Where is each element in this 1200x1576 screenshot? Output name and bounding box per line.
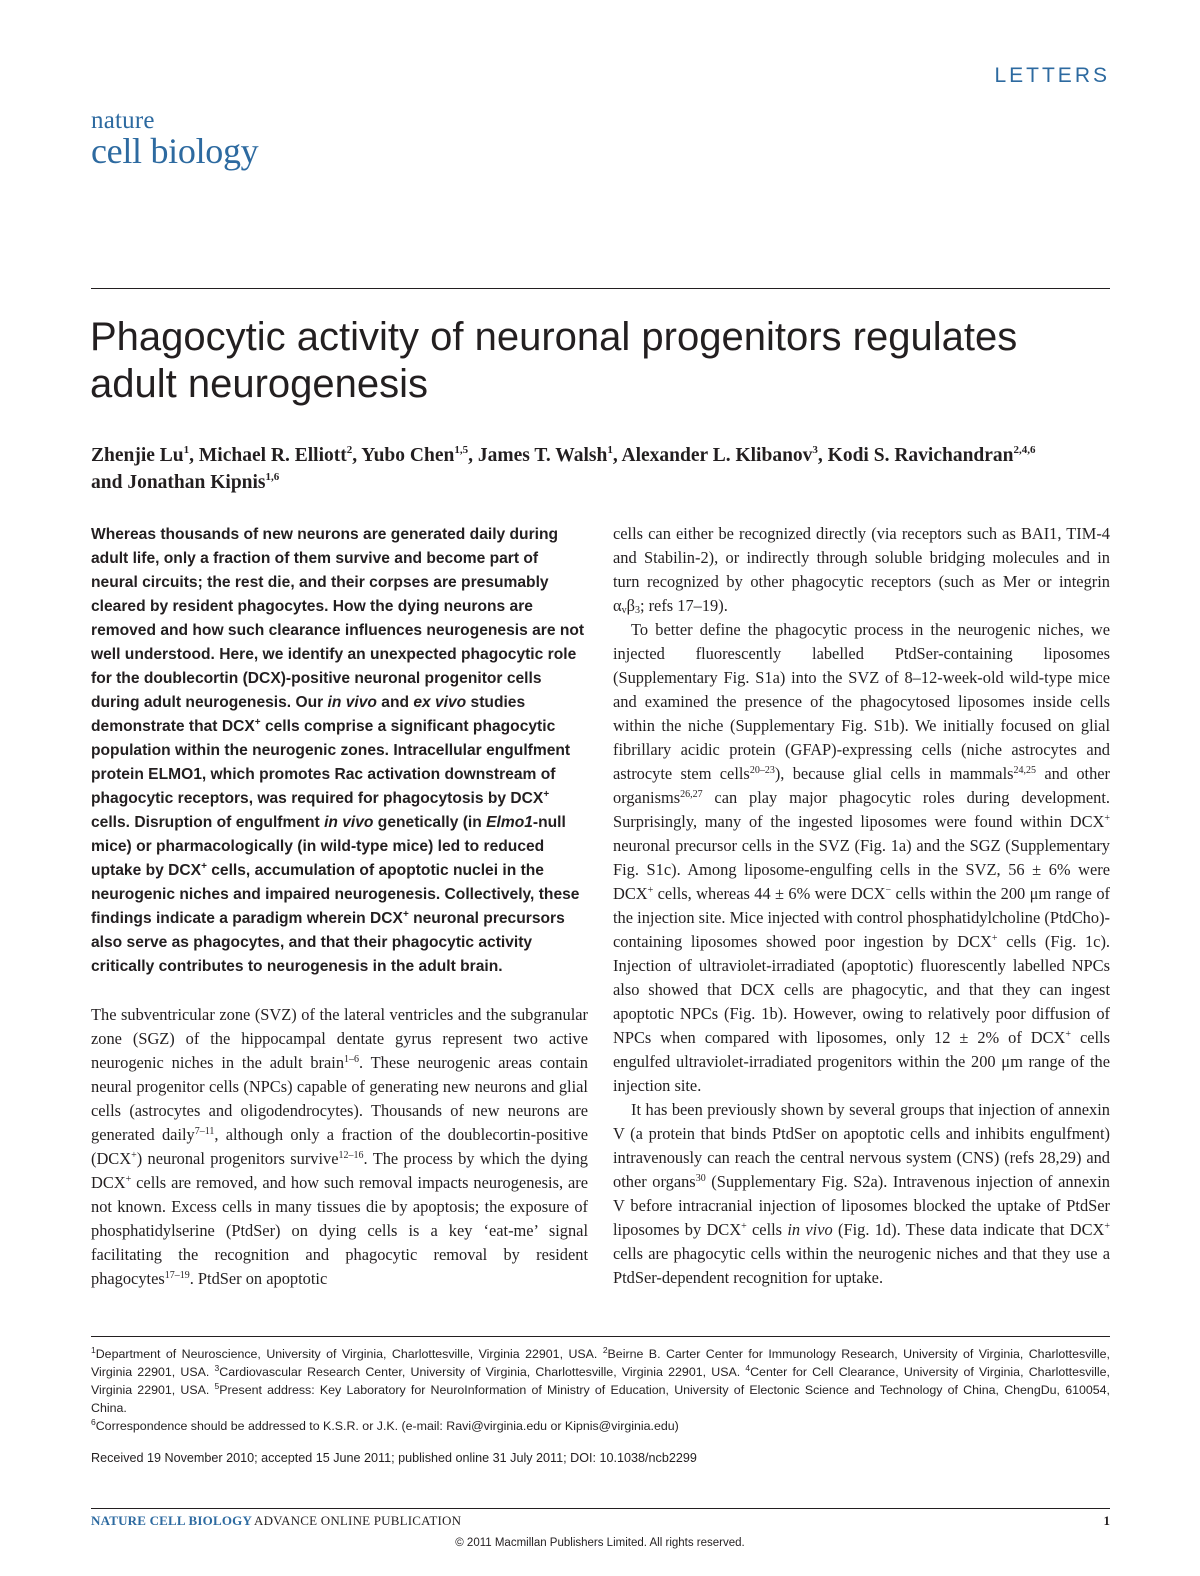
footer-publication: ADVANCE ONLINE PUBLICATION <box>254 1513 462 1528</box>
received-dates: Received 19 November 2010; accepted 15 June 2011; published online 31 July 2011; DOI: 10.1038/ncb2299 <box>91 1451 697 1465</box>
citation: 17–19 <box>164 1270 190 1281</box>
copyright: © 2011 Macmillan Publishers Limited. All rights reserved. <box>455 1537 745 1549</box>
citation: 1–6 <box>344 1054 360 1065</box>
journal-logo-line1: nature <box>91 107 155 134</box>
citation: 24,25 <box>1013 765 1037 776</box>
footer-journal: NATURE CELL BIOLOGY <box>91 1513 253 1528</box>
author: Kodi S. Ravichandran <box>827 445 1014 466</box>
author-affiliation: 1,6 <box>265 471 280 483</box>
footer-rule <box>91 1508 1110 1509</box>
body-paragraph: It has been previously shown by several groups that injection of annexin V (a protein that binds PtdSer on apoptotic cells and inhibits engulfment) intravenously can reach the central nervous system (CNS) (refs 28,29) and other organs$^{30}$ (Supplementary Fig. S2a). Intravenous injection of annexin V before intracranial injection of liposomes blocked the uptake of PtdSer liposomes by DCX+ cells in vivo (Fig. 1d). These data indicate that DCX+ cells are phagocytic cells within the neurogenic niches and that they use a PtdSer-dependent recognition for uptake. <box>613 1100 1111 1287</box>
author-affiliation: 1,5 <box>454 444 469 456</box>
affiliations: $^1$Department of Neuroscience, University of Virginia, Charlottesville, Virginia 22901, USA. $^2$Beirne B. Carter Center for Immunology Research, University of Virginia, Charlottesville, Virginia 22901, USA. $^3$Cardiovascular Research Center, University of Virginia, Charlottesville, Virginia 22901, USA. $^4$Center for Cell Clearance, University of Virginia, Charlottesville, Virginia 22901, USA. $^5$Present address: Key Laboratory for NeuroInformation of Ministry of Education, University of Electonic Science and Technology of China, ChengDu, 610054, China. $^6$Correspondence should be addressed to K.S.R. or J.K. (e-mail: Ravi@virginia.edu or Kipnis@virginia.edu) <box>91 1346 1110 1436</box>
author: Zhenjie Lu <box>91 445 184 466</box>
author-affiliation: 2 <box>346 444 353 456</box>
author: Yubo Chen <box>361 445 455 466</box>
right-column <box>613 522 1110 1290</box>
author-affiliation: 2,4,6 <box>1013 444 1036 456</box>
body-paragraph: To better define the phagocytic process in the neurogenic niches, we injected fluorescently labelled PtdSer-containing liposomes (Supplementary Fig. S1a) into the SVZ of 8–12-week-old wild-type mice and examined the presence of the phagocytosed liposomes inside cells within the niche (Supplementary Fig. S1b). We initially focused on glial fibrillary acidic protein (GFAP)-expressing cells (niche astrocytes and astrocyte stem cells$^{20-23}$), because glial cells in mammals$^{24,25}$ and other organisms$^{26,27}$ can play major phagocytic roles during development. Surprisingly, many of the ingested liposomes were found within DCX+ neuronal precursor cells in the SVZ (Fig. 1a) and the SGZ (Supplementary Fig. S1c). Among liposome-engulfing cells in the SVZ, 56 ± 6% were DCX+ cells, whereas 44 ± 6% were DCX− cells within the 200 μm range of the injection site. Mice injected with control phosphatidylcholine (PtdCho)-containing liposomes showed poor ingestion by DCX+ cells (Fig. 1c). Injection of ultraviolet-irradiated (apoptotic) fluorescently labelled NPCs also showed that DCX cells are phagocytic, and that they can ingest apoptotic NPCs (Fig. 1b). However, owing to relatively poor diffusion of NPCs when compared with liposomes, only 12 ± 2% of DCX+ cells engulfed ultraviolet-irradiated progenitors within the 200 μm range of the injection site. <box>613 620 1111 1095</box>
author: Jonathan Kipnis <box>127 472 266 493</box>
section-label: LETTERS <box>994 64 1110 87</box>
citation: 12–16 <box>338 1150 364 1161</box>
author: Alexander L. Klibanov <box>621 445 813 466</box>
title-rule <box>91 288 1110 289</box>
author-affiliation: 1 <box>607 444 613 456</box>
article-title: Phagocytic activity of neuronal progenitors regulates adult neurogenesis <box>90 315 1018 406</box>
author: Michael R. Elliott <box>198 445 347 466</box>
page-number: 1 <box>1103 1513 1110 1528</box>
author: James T. Walsh <box>477 445 608 466</box>
author-affiliation: 3 <box>812 444 818 456</box>
correspondence: $^6$Correspondence should be addressed to K.S.R. or J.K. (e-mail: Ravi@virginia.edu or Kipnis@virginia.edu) <box>91 1416 679 1433</box>
journal-logo-line2: cell biology <box>91 131 259 171</box>
citation: 26,27 <box>680 789 703 800</box>
left-column <box>91 523 588 1291</box>
author-affiliation: 1 <box>183 444 190 456</box>
author-list: Zhenjie Lu$^1$, Michael R. Elliott$^2$, Yubo Chen$^{1,5}$, James T. Walsh$^1$, Alexander L. Klibanov$^3$, Kodi S. Ravichandran$^{2,4,6}$ and Jonathan Kipnis$^{1,6}$ <box>91 444 1036 493</box>
footnote-rule <box>91 1336 1110 1337</box>
citation: 20–23 <box>749 765 775 776</box>
citation: 7–11 <box>194 1126 215 1137</box>
citation: 30 <box>695 1173 706 1184</box>
abstract: Whereas thousands of new neurons are generated daily during adult life, only a fraction of them survive and become part of neural circuits; the rest die, and their corpses are presumably cleared by resident phagocytes. How the dying neurons are removed and how such clearance influences neurogenesis are not well understood. Here, we identify an unexpected phagocytic role for the doublecortin (DCX)-positive neuronal progenitor cells during adult neurogenesis. Our in vivo and ex vivo studies demonstrate that DCX+ cells comprise a significant phagocytic population within the neurogenic zones. Intracellular engulfment protein ELMO1, which promotes Rac activation downstream of phagocytic receptors, was required for phagocytosis by DCX+ cells. Disruption of engulfment in vivo genetically (in Elmo1-null mice) or pharmacologically (in wild-type mice) led to reduced uptake by DCX+ cells, accumulation of apoptotic nuclei in the neurogenic niches and impaired neurogenesis. Collectively, these findings indicate a paradigm wherein DCX+ neuronal precursors also serve as phagocytes, and that their phagocytic activity critically contributes to neurogenesis in the adult brain. <box>91 526 585 975</box>
body-paragraph: cells can either be recognized directly (via receptors such as BAI1, TIM-4 and Stabilin-2), or indirectly through soluble bridging molecules and in turn recognized by other phagocytic receptors (such as Mer or integrin $\alpha_v\beta_3$; refs 17–19). <box>613 524 1110 616</box>
journal-logo <box>91 108 258 169</box>
body-paragraph: The subventricular zone (SVZ) of the lateral ventricles and the subgranular zone (SGZ) of the hippocampal dentate gyrus represent two active neurogenic niches in the adult brain$^{1-6}$. These neurogenic areas contain neural progenitor cells (NPCs) capable of generating new neurons and glial cells (astrocytes and oligodendrocytes). Thousands of new neurons are generated daily$^{7-11}$, although only a fraction of the doublecortin-positive (DCX+) neuronal progenitors survive$^{12-16}$. The process by which the dying DCX+ cells are removed, and how such removal impacts neurogenesis, are not known. Excess cells in many tissues die by apoptosis; the exposure of phosphatidylserine (PtdSer) on dying cells is a key ‘eat-me’ signal facilitating the recognition and phagocytic removal by resident phagocytes$^{17-19}$. PtdSer on apoptotic <box>91 1005 589 1288</box>
